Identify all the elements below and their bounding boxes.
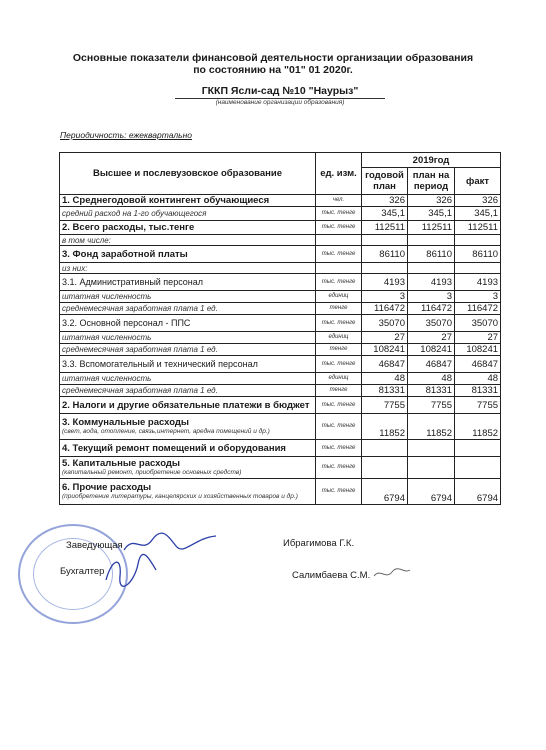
row-label (60, 356, 316, 373)
value-fact: 86110 (455, 246, 501, 263)
value-plan-year (362, 263, 408, 274)
value-fact: 4193 (455, 274, 501, 291)
value-plan-year: 27 (362, 332, 408, 344)
table-row (60, 356, 501, 373)
row-unit: единиц (316, 291, 362, 303)
value-plan-period: 35070 (408, 315, 455, 332)
value-fact: 81331 (455, 385, 501, 397)
value-plan-year: 108241 (362, 344, 408, 356)
value-plan-year: 7755 (362, 397, 408, 414)
row-label (60, 303, 316, 315)
value-fact: 46847 (455, 356, 501, 373)
value-fact: 3 (455, 291, 501, 303)
value-plan-period: 108241 (408, 344, 455, 356)
table-row (60, 385, 501, 397)
row-unit (316, 235, 362, 246)
row-label-text: 2. Налоги и другие обязательные платежи в бюджет (62, 399, 310, 411)
row-label (60, 457, 316, 479)
table-row (60, 344, 501, 356)
row-label-text: среднемесячная заработная плата 1 ед. (62, 345, 218, 354)
accountant-name: Салимбаева С.М. (292, 570, 371, 581)
header-fact-cell: факт (455, 168, 501, 195)
row-label-text: средний расход на 1-го обучающегося (62, 209, 207, 218)
row-unit: единиц (316, 373, 362, 385)
table-row (60, 315, 501, 332)
periodicity-note: Периодичность: ежеквартально (60, 130, 193, 140)
value-fact: 116472 (455, 303, 501, 315)
value-plan-period: 11852 (408, 414, 455, 440)
row-label-text: 3. Коммунальные расходы (62, 416, 190, 428)
row-label-text: 4. Текущий ремонт помещений и оборудования (62, 442, 286, 454)
table-row (60, 414, 501, 440)
value-plan-period: 112511 (408, 221, 455, 235)
value-fact (455, 235, 501, 246)
row-label (60, 414, 316, 440)
row-label (60, 479, 316, 505)
value-plan-period: 48 (408, 373, 455, 385)
row-label (60, 344, 316, 356)
row-label-text: штатная численность (62, 292, 152, 301)
value-plan-year: 4193 (362, 274, 408, 291)
value-plan-year: 3 (362, 291, 408, 303)
value-plan-year (362, 235, 408, 246)
table-row (60, 263, 501, 274)
value-fact: 27 (455, 332, 501, 344)
value-plan-year: 326 (362, 195, 408, 207)
value-plan-period (408, 457, 455, 479)
value-fact: 11852 (455, 414, 501, 440)
row-unit: тыс. тенге (316, 356, 362, 373)
row-label (60, 332, 316, 344)
row-label (60, 385, 316, 397)
row-label (60, 263, 316, 274)
table-row (60, 221, 501, 235)
value-plan-year: 81331 (362, 385, 408, 397)
row-label-subtext: (капитальный ремонт, приобретение основных средств) (62, 468, 242, 476)
row-label-text: штатная численность (62, 333, 152, 342)
row-label-text: 3.2. Основной персонал - ППС (62, 318, 191, 328)
table-row (60, 373, 501, 385)
value-fact: 108241 (455, 344, 501, 356)
row-unit: чел. (316, 195, 362, 207)
header-plan-period-cell: план на период (408, 168, 455, 195)
row-label (60, 246, 316, 263)
header-year-cell: 2019год (362, 153, 501, 168)
row-unit: тыс. тенге (316, 479, 362, 505)
value-fact: 326 (455, 195, 501, 207)
value-plan-year (362, 457, 408, 479)
value-fact (455, 263, 501, 274)
row-label-text: 5. Капитальные расходы (62, 457, 181, 469)
value-fact (455, 440, 501, 457)
value-plan-year: 35070 (362, 315, 408, 332)
value-fact: 35070 (455, 315, 501, 332)
row-unit: тенге (316, 385, 362, 397)
header-unit-cell: ед. изм. (316, 153, 362, 195)
value-fact (455, 457, 501, 479)
value-plan-period: 3 (408, 291, 455, 303)
value-plan-period: 86110 (408, 246, 455, 263)
row-label (60, 221, 316, 235)
row-label-text: среднемесячная заработная плата 1 ед. (62, 386, 218, 395)
row-label (60, 315, 316, 332)
value-plan-year: 6794 (362, 479, 408, 505)
row-unit: тыс. тенге (316, 207, 362, 221)
row-label-text: 6. Прочие расходы (62, 481, 152, 493)
table-row (60, 207, 501, 221)
row-unit: тыс. тенге (316, 315, 362, 332)
row-label-text: среднемесячная заработная плата 1 ед. (62, 304, 218, 313)
financial-table (59, 152, 501, 505)
organization-name: ГККП Ясли-сад №10 "Наурыз" (201, 85, 359, 97)
row-unit: тыс. тенге (316, 414, 362, 440)
value-plan-period: 6794 (408, 479, 455, 505)
table-row (60, 291, 501, 303)
value-fact: 112511 (455, 221, 501, 235)
row-unit (316, 263, 362, 274)
row-unit: тыс. тенге (316, 440, 362, 457)
row-label-subtext: (приобретение литературы, канцелярских и хозяйственных товаров и др.) (62, 492, 298, 500)
row-unit: тыс. тенге (316, 457, 362, 479)
organization-caption: (наименование организации образования) (215, 99, 345, 106)
row-label-text: из них: (62, 263, 88, 273)
value-fact: 48 (455, 373, 501, 385)
table-row (60, 195, 501, 207)
head-title: Заведующая (66, 540, 123, 551)
value-fact: 6794 (455, 479, 501, 505)
row-unit: единиц (316, 332, 362, 344)
value-plan-year: 116472 (362, 303, 408, 315)
row-unit: тенге (316, 303, 362, 315)
table-row (60, 332, 501, 344)
row-label-subtext: (свет, вода, отопление, связь,интернет, аредна помещений и др.) (62, 427, 270, 435)
row-label-text: 1. Среднегодовой контингент обучающиеся (62, 195, 270, 206)
row-unit: тыс. тенге (316, 221, 362, 235)
row-label (60, 195, 316, 207)
value-plan-year: 11852 (362, 414, 408, 440)
accountant-signature (100, 550, 160, 590)
value-plan-period: 81331 (408, 385, 455, 397)
row-label (60, 274, 316, 291)
table-row (60, 440, 501, 457)
value-fact: 345,1 (455, 207, 501, 221)
value-plan-period: 345,1 (408, 207, 455, 221)
row-label (60, 291, 316, 303)
row-label (60, 235, 316, 246)
table-row (60, 457, 501, 479)
document-title-line2: по состоянию на "01" 01 2020г. (193, 64, 353, 76)
row-unit: тыс. тенге (316, 246, 362, 263)
row-label-text: 3.1. Административный персонал (62, 277, 204, 287)
head-name: Ибрагимова Г.К. (283, 538, 355, 549)
table-row (60, 303, 501, 315)
row-label-text: 3. Фонд заработной платы (62, 248, 188, 260)
header-label-cell: Высшее и послевузовское образование (60, 153, 316, 195)
row-unit: тыс. тенге (316, 397, 362, 414)
value-plan-year: 46847 (362, 356, 408, 373)
value-plan-period: 116472 (408, 303, 455, 315)
row-label-text: 3.3. Вспомогательный и технический персонал (62, 359, 258, 369)
value-plan-period (408, 440, 455, 457)
value-plan-year: 112511 (362, 221, 408, 235)
value-plan-period (408, 235, 455, 246)
row-label (60, 207, 316, 221)
row-unit: тенге (316, 344, 362, 356)
header-plan-year-cell: годовой план (362, 168, 408, 195)
row-label-text: штатная численность (62, 374, 152, 383)
value-plan-year: 86110 (362, 246, 408, 263)
value-plan-period: 46847 (408, 356, 455, 373)
accountant-title: Бухгалтер (60, 566, 105, 577)
table-row (60, 397, 501, 414)
value-fact: 7755 (455, 397, 501, 414)
value-plan-period (408, 263, 455, 274)
table-row (60, 479, 501, 505)
row-label-text: 2. Всего расходы, тыс.тенге (62, 222, 195, 233)
value-plan-year (362, 440, 408, 457)
value-plan-period: 27 (408, 332, 455, 344)
row-label (60, 373, 316, 385)
row-unit: тыс. тенге (316, 274, 362, 291)
row-label (60, 440, 316, 457)
row-label-text: в том числе: (62, 235, 111, 245)
row-label (60, 397, 316, 414)
document-title-line1: Основные показатели финансовой деятельности организации образования (72, 52, 474, 64)
table-row (60, 246, 501, 263)
table-row (60, 235, 501, 246)
value-plan-year: 345,1 (362, 207, 408, 221)
value-plan-period: 4193 (408, 274, 455, 291)
value-plan-period: 326 (408, 195, 455, 207)
accountant-initials-signature (372, 566, 412, 582)
value-plan-period: 7755 (408, 397, 455, 414)
table-row (60, 274, 501, 291)
value-plan-year: 48 (362, 373, 408, 385)
